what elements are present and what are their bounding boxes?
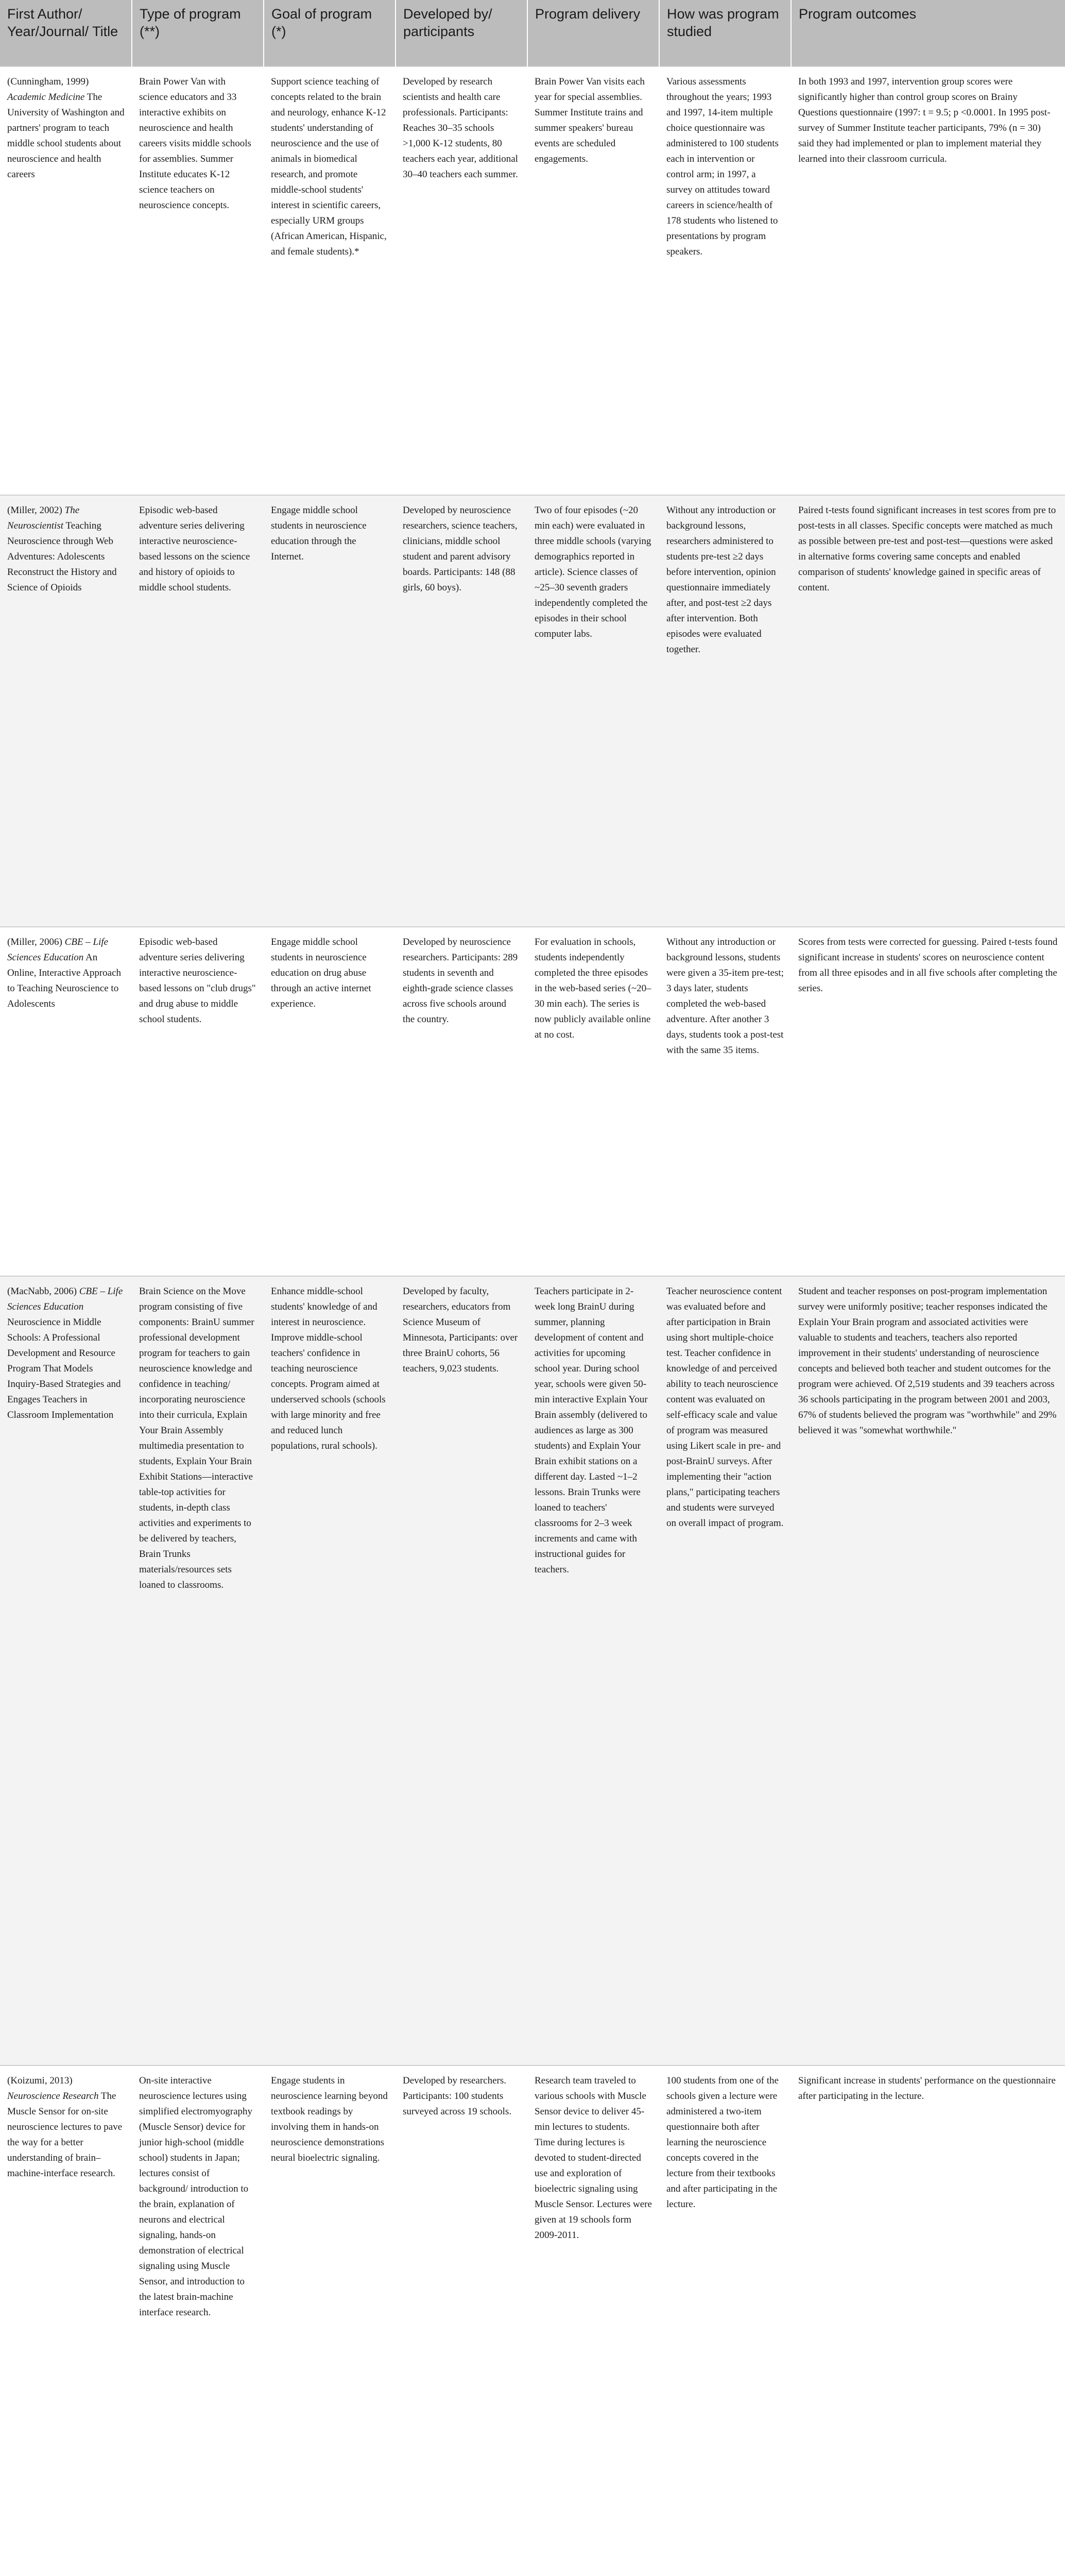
- studied-cell: Without any introduction or background lessons, researchers administered to students pre-test ≥2 days before intervention, opinion questionnaire immediately after, and post-test ≥2 days after intervention. Both episodes were evaluated together.: [659, 495, 791, 927]
- header-type: Type of program (**): [132, 0, 264, 66]
- header-studied: How was program studied: [659, 0, 791, 66]
- delivery-cell: For evaluation in schools, students independently completed the three episodes in the web-based series (~20–30 min each). The series is now publicly available online at no cost.: [527, 927, 659, 1276]
- author-year: (Koizumi, 2013): [7, 2075, 73, 2086]
- article-title: The Muscle Sensor for on-site neuroscience lectures to pave the way for a better understanding of brain–machine-interface research.: [7, 2091, 123, 2179]
- article-title: Teaching Neuroscience through Web Adventures: Adolescents Reconstruct the History and Science of Opioids: [7, 520, 117, 593]
- journal-name: Neuroscience Research: [7, 2091, 99, 2102]
- header-goal: Goal of program (*): [264, 0, 396, 66]
- table-row: [0, 495, 1065, 927]
- developed-by-cell: Developed by neuroscience researchers, science teachers, clinicians, middle school student and parent advisory boards. Participants: 148 (88 girls, 60 boys).: [396, 495, 527, 927]
- program-type-cell: Brain Power Van with science educators and 33 interactive exhibits on neuroscience and health careers visits middle schools for assemblies. Summer Institute educates K-12 science teachers on neuroscience concepts.: [132, 66, 264, 495]
- delivery-cell: Two of four episodes (~20 min each) were evaluated in three middle schools (varying demographics reported in article). Science classes of ~25–30 seventh graders independently completed the episodes in their school computer labs.: [527, 495, 659, 927]
- program-type-cell: On-site interactive neuroscience lectures using simplified electromyography (Muscle Sensor) device for junior high-school (middle school) students in Japan; lectures consist of background/ introduction to the brain, explanation of neurons and electrical signaling, hands-on demonstration of electrical signaling using Muscle Sensor, and introduction to the latest brain-machine interface research.: [132, 2065, 264, 2576]
- delivery-cell: Brain Power Van visits each year for special assemblies. Summer Institute trains and summer speakers' bureau events are scheduled engagements.: [527, 66, 659, 495]
- goal-cell: Engage middle school students in neuroscience education on drug abuse through an active internet experience.: [264, 927, 396, 1276]
- outcomes-cell: Significant increase in students' performance on the questionnaire after participating in the lecture.: [791, 2065, 1065, 2576]
- header-row: [0, 0, 1065, 66]
- outcomes-cell: In both 1993 and 1997, intervention group scores were significantly higher than control group scores on Brainy Questions questionnaire (1997: t = 9.5; p <0.0001. In 1995 post-survey of Summer Institute teacher participants, 79% (n = 30) said they had implemented or plan to implement material they learned into their classroom curricula.: [791, 66, 1065, 495]
- outcomes-cell: Scores from tests were corrected for guessing. Paired t-tests found significant increase in students' scores on neuroscience content from all three episodes and in all five schools after completing the series.: [791, 927, 1065, 1276]
- article-title: The University of Washington and partners' program to teach middle school students about neuroscience and health careers: [7, 92, 125, 180]
- journal-name: The Neuroscientist: [7, 505, 80, 531]
- developed-by-cell: Developed by neuroscience researchers. Participants: 289 students in seventh and eighth-grade science classes across five schools around the country.: [396, 927, 527, 1276]
- citation-cell: [0, 495, 132, 927]
- author-year: (MacNabb, 2006): [7, 1286, 79, 1297]
- table-row: [0, 927, 1065, 1276]
- citation-cell: [0, 66, 132, 495]
- citation-cell: [0, 1276, 132, 2065]
- outcomes-cell: Paired t-tests found significant increases in test scores from pre to post-tests in all classes. Specific concepts were matched as much as possible between pre-test and post-test—questions were asked in alternative forms covering same concepts and enabled comparison of students' knowledge gained in specific areas of content.: [791, 495, 1065, 927]
- goal-cell: Engage students in neuroscience learning beyond textbook readings by involving them in hands-on neuroscience demonstrations neural bioelectric signaling.: [264, 2065, 396, 2576]
- program-type-cell: Brain Science on the Move program consisting of five components: BrainU summer professional development program for teachers to gain neuroscience knowledge and confidence in teaching/ incorporating neuroscience into their curricula, Explain Your Brain Assembly multimedia presentation to students, Explain Your Brain Exhibit Stations—interactive table-top activities for students, in-depth class activities and experiments to be delivered by teachers, Brain Trunks materials/resources sets loaned to classrooms.: [132, 1276, 264, 2065]
- author-year: (Miller, 2006): [7, 937, 65, 947]
- author-year: (Cunningham, 1999): [7, 76, 89, 87]
- journal-name: Academic Medicine: [7, 92, 85, 103]
- delivery-cell: Teachers participate in 2-week long BrainU during summer, planning development of content and activities for upcoming school year. During school year, schools were given 50-min interactive Explain Your Brain assembly (delivered to audiences as large as 300 students) and Explain Your Brain exhibit stations on a different day. Lasted ~1–2 lessons. Brain Trunks were loaned to teachers' classrooms for 2–3 week increments and came with instructional guides for teachers.: [527, 1276, 659, 2065]
- outcomes-cell: Student and teacher responses on post-program implementation survey were uniformly positive; teacher responses indicated the Explain Your Brain program and associated activities were valuable to students and teachers, teachers also reported improvement in their students' understanding of neuroscience concepts and believed both teacher and student outcomes for the program were achieved. Of 2,519 students and 39 teachers across 36 schools participating in the program between 2001 and 2003, 67% of students believed the program was "worthwhile" and 29% believed it was "somewhat worthwhile.": [791, 1276, 1065, 2065]
- header-outcomes: Program outcomes: [791, 0, 1065, 66]
- table-row: [0, 1276, 1065, 2065]
- article-title: Neuroscience in Middle Schools: A Professional Development and Resource Program That Models Inquiry-Based Strategies and Engages Teachers in Classroom Implementation: [7, 1317, 121, 1420]
- header-author: First Author/ Year/Journal/ Title: [0, 0, 132, 66]
- studied-cell: Without any introduction or background lessons, students were given a 35-item pre-test; 3 days later, students completed the web-based adventure. After another 3 days, students took a post-test with the same 35 items.: [659, 927, 791, 1276]
- table-row: [0, 2065, 1065, 2576]
- table-row: [0, 66, 1065, 495]
- author-year: (Miller, 2002): [7, 505, 65, 516]
- journal-name: CBE – Life Sciences Education: [7, 1286, 123, 1312]
- program-type-cell: Episodic web-based adventure series delivering interactive neuroscience-based lessons on "club drugs" and drug abuse to middle school students.: [132, 927, 264, 1276]
- goal-cell: Enhance middle-school students' knowledge of and interest in neuroscience. Improve middle-school teachers' confidence in teaching neuroscience concepts. Program aimed at underserved schools (schools with large minority and free and reduced lunch populations, rural schools).: [264, 1276, 396, 2065]
- program-type-cell: Episodic web-based adventure series delivering interactive neuroscience-based lessons on the science and history of opioids to middle school students.: [132, 495, 264, 927]
- citation-cell: [0, 927, 132, 1276]
- delivery-cell: Research team traveled to various schools with Muscle Sensor device to deliver 45-min lectures to students. Time during lectures is devoted to student-directed use and exploration of bioelectric signaling using Muscle Sensor. Lectures were given at 19 schools form 2009-2011.: [527, 2065, 659, 2576]
- developed-by-cell: Developed by faculty, researchers, educators from Science Museum of Minnesota, Participants: over three BrainU cohorts, 56 teachers, 9,023 students.: [396, 1276, 527, 2065]
- citation-cell: [0, 2065, 132, 2576]
- journal-name: CBE – Life Sciences Education: [7, 937, 109, 963]
- goal-cell: Engage middle school students in neuroscience education through the Internet.: [264, 495, 396, 927]
- studied-cell: Teacher neuroscience content was evaluated before and after participation in Brain using short multiple-choice test. Teacher confidence in knowledge of and perceived ability to teach neuroscience content was evaluated on self-efficacy scale and value of program was measured using Likert scale in pre- and post-BrainU surveys. After implementing their "action plans," participating teachers and students were surveyed on overall impact of program.: [659, 1276, 791, 2065]
- header-developed: Developed by/ participants: [396, 0, 527, 66]
- developed-by-cell: Developed by research scientists and health care professionals. Participants: Reaches 30–35 schools >1,000 K-12 students, 80 teachers each year, additional 30–40 teachers each summer.: [396, 66, 527, 495]
- header-delivery: Program delivery: [527, 0, 659, 66]
- studied-cell: 100 students from one of the schools given a lecture were administered a two-item questionnaire both after learning the neuroscience concepts covered in the lecture from their textbooks and after participating in the lecture.: [659, 2065, 791, 2576]
- article-title: An Online, Interactive Approach to Teaching Neuroscience to Adolescents: [7, 952, 122, 1009]
- studied-cell: Various assessments throughout the years; 1993 and 1997, 14-item multiple choice questionnaire was administered to 100 students each in intervention or control arm; in 1997, a survey on attitudes toward careers in science/health of 178 students who listened to presentations by program speakers.: [659, 66, 791, 495]
- goal-cell: Support science teaching of concepts related to the brain and neurology, enhance K-12 students' understanding of neuroscience and the use of animals in biomedical research, and promote middle-school students' interest in scientific careers, especially URM groups (African American, Hispanic, and female students).*: [264, 66, 396, 495]
- developed-by-cell: Developed by researchers. Participants: 100 students surveyed across 19 schools.: [396, 2065, 527, 2576]
